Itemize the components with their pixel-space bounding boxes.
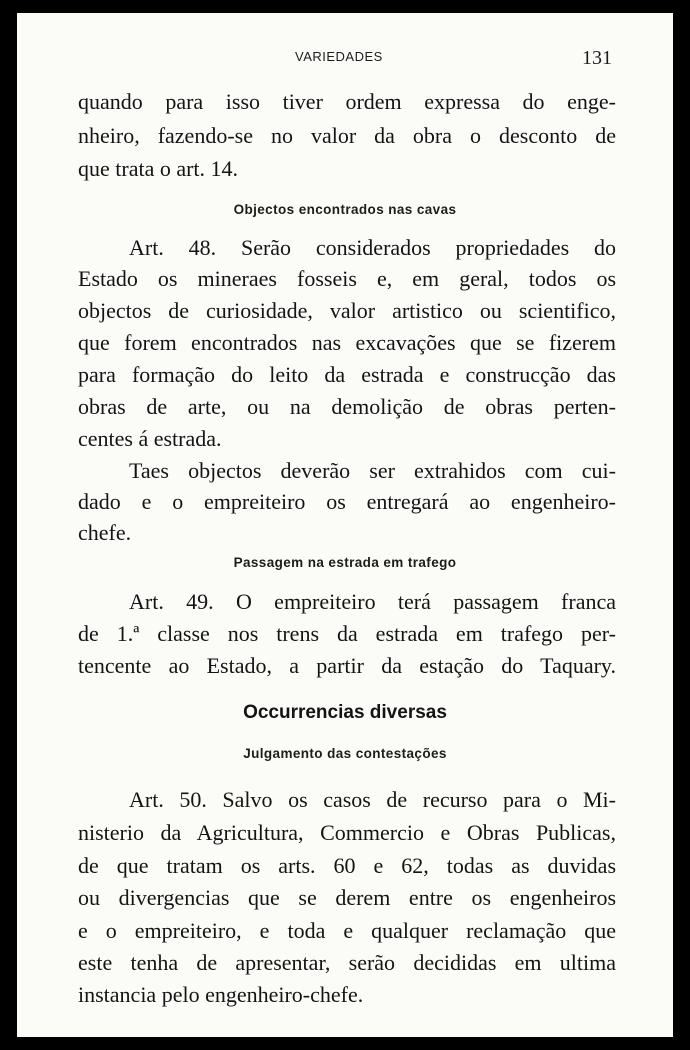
text-line: chefe. — [78, 520, 132, 545]
text-line: tencente ao Estado, a partir da estação do Taquary. — [78, 653, 616, 678]
text-line: para formação do leito da estrada e construcção das — [78, 362, 616, 387]
text-line: ou divergencias que se derem entre os engenheiros — [78, 885, 616, 910]
text-line: Art. 50. Salvo os casos de recurso para o Mi- — [129, 787, 616, 812]
text-line: de que tratam os arts. 60 e 62, todas as duvidas — [78, 853, 616, 878]
text-line: e o empreiteiro, e toda e qualquer reclamação que — [78, 918, 616, 943]
text-line: obras de arte, ou na demolição de obras perten- — [78, 394, 616, 419]
section-heading: Occurrencias diversas — [243, 702, 447, 723]
text-line: quando para isso tiver ordem expressa do enge- — [78, 89, 616, 114]
text-line: Taes objectos deverão ser extrahidos com cui- — [129, 458, 616, 483]
text-line: nisterio da Agricultura, Commercio e Obras Publicas, — [78, 820, 616, 845]
text-line: Art. 49. O empreiteiro terá passagem franca — [129, 589, 616, 614]
subheading-julgamento: Julgamento das contestações — [243, 746, 447, 761]
text-line: de 1.ª classe nos trens da estrada em trafego per- — [78, 621, 616, 646]
page-body — [17, 13, 673, 1037]
text-line: objectos de curiosidade, valor artistico ou scientifico, — [78, 298, 616, 323]
page — [17, 13, 673, 1037]
page-number: 131 — [582, 47, 612, 69]
text-line: que forem encontrados nas excavações que se fizerem — [78, 330, 616, 355]
subheading-objectos: Objectos encontrados nas cavas — [233, 202, 457, 217]
text-line: instancia pelo engenheiro-chefe. — [78, 982, 364, 1007]
text-line: centes á estrada. — [78, 426, 222, 451]
running-title: VARIEDADES — [295, 49, 383, 64]
text-line: Estado os mineraes fosseis e, em geral, todos os — [78, 266, 616, 291]
text-line: dado e o empreiteiro os entregará ao engenheiro- — [78, 489, 616, 514]
text-line: Art. 48. Serão considerados propriedades do — [129, 235, 616, 260]
text-line: nheiro, fazendo-se no valor da obra o desconto de — [78, 123, 616, 148]
text-line: que trata o art. 14. — [78, 156, 239, 181]
text-line: este tenha de apresentar, serão decididas em ultima — [78, 950, 616, 975]
subheading-passagem: Passagem na estrada em trafego — [233, 555, 457, 570]
